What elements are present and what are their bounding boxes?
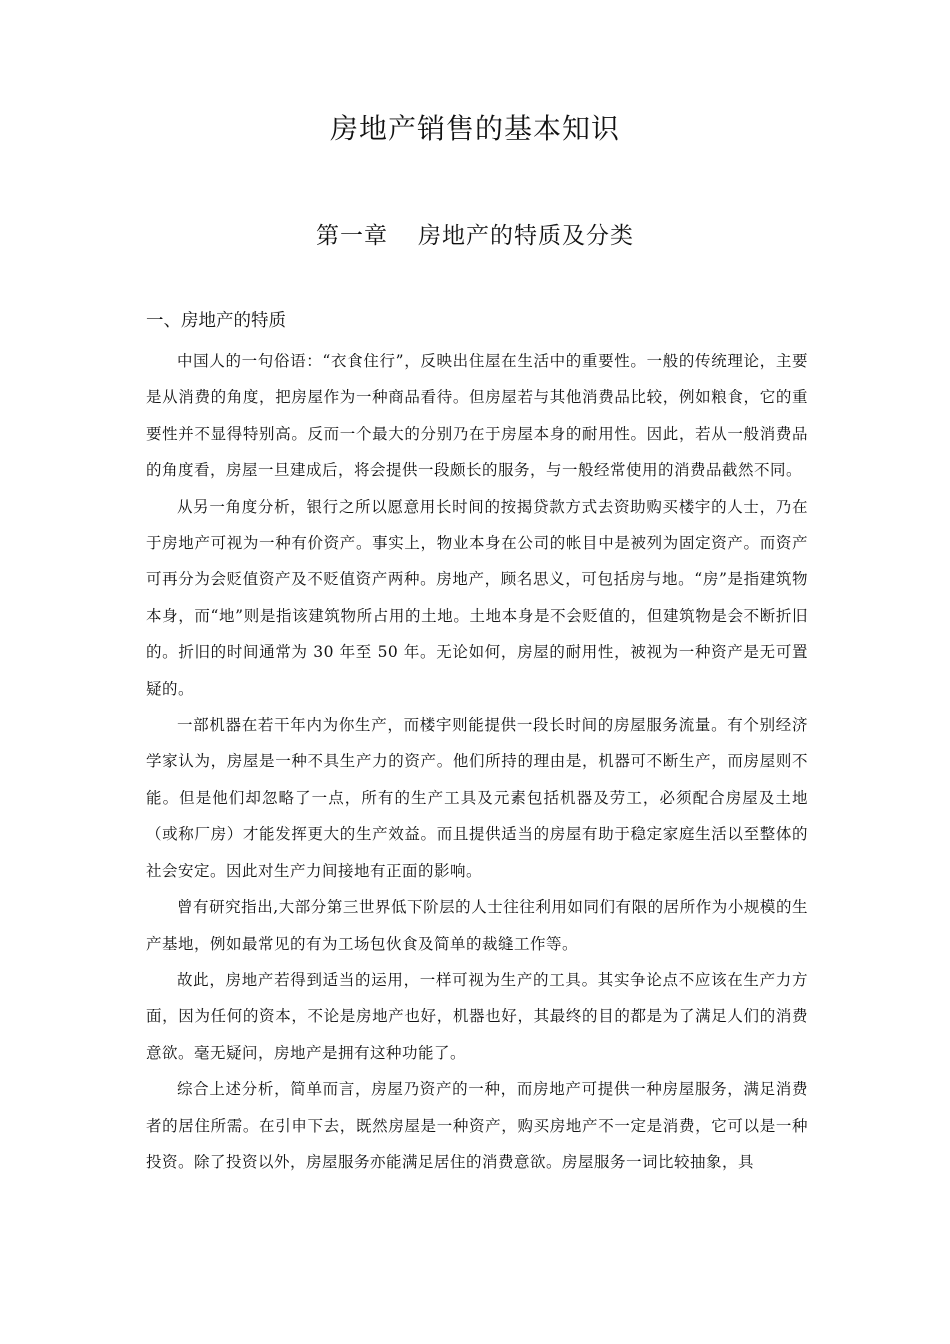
- paragraph: 综合上述分析，简单而言，房屋乃资产的一种，而房地产可提供一种房屋服务，满足消费者的居住所需。在引申下去，既然房屋是一种资产，购买房地产不一定是消费，它可以是一种投资。除了投资以外，房屋服务亦能满足居住的消费意欲。房屋服务一词比较抽象，具: [146, 1080, 808, 1171]
- document-title: 房地产销售的基本知识: [329, 112, 620, 145]
- chapter-label: 第一章: [316, 223, 388, 249]
- paragraph: 一部机器在若干年内为你生产，而楼宇则能提供一段长时间的房屋服务流量。有个别经济学家认为，房屋是一种不具生产力的资产。他们所持的理由是，机器可不断生产，而房屋则不能。但是他们却忽略了一点，所有的生产工具及元素包括机器及劳工，必须配合房屋及土地（或称厂房）才能发挥更大的生产效益。而且提供适当的房屋有助于稳定家庭生活以至整体的社会安定。因此对生产力间接地有正面的影响。: [146, 716, 808, 880]
- paragraph: 中国人的一句俗语：“衣食住行”，反映出住屋在生活中的重要性。一般的传统理论，主要是从消费的角度，把房屋作为一种商品看待。但房屋若与其他消费品比较，例如粮食，它的重要性并不显得特别高。反而一个最大的分别乃在于房屋本身的耐用性。因此，若从一般消费品的角度看，房屋一旦建成后，将会提供一段颇长的服务，与一般经常使用的消费品截然不同。: [146, 352, 808, 480]
- paragraph: 曾有研究指出,大部分第三世界低下阶层的人士往往利用如同们有限的居所作为小规模的生产基地，例如最常见的有为工场包伙食及简单的裁缝工作等。: [146, 898, 808, 953]
- body-text: [146, 343, 808, 1180]
- chapter-name: 房地产的特质及分类: [418, 223, 634, 249]
- paragraph: 从另一角度分析，银行之所以愿意用长时间的按揭贷款方式去资助购买楼宇的人士，乃在于房地产可视为一种有价资产。事实上，物业本身在公司的帐目中是被列为固定资产。而资产可再分为会贬值资产及不贬值资产两种。房地产，顾名思义，可包括房与地。“房”是指建筑物本身，而“地”则是指该建筑物所占用的土地。土地本身是不会贬值的，但建筑物是会不断折旧的。折旧的时间通常为 30 年至 50 年。无论如何，房屋的耐用性，被视为一种资产是无可置疑的。: [146, 497, 808, 698]
- section-heading: 一、房地产的特质: [146, 311, 286, 331]
- chapter-title: [0, 219, 950, 253]
- paragraph: 故此，房地产若得到适当的运用，一样可视为生产的工具。其实争论点不应该在生产力方面，因为任何的资本，不论是房地产也好，机器也好，其最终的目的都是为了满足人们的消费意欲。毫无疑问，房地产是拥有这种功能了。: [146, 970, 808, 1062]
